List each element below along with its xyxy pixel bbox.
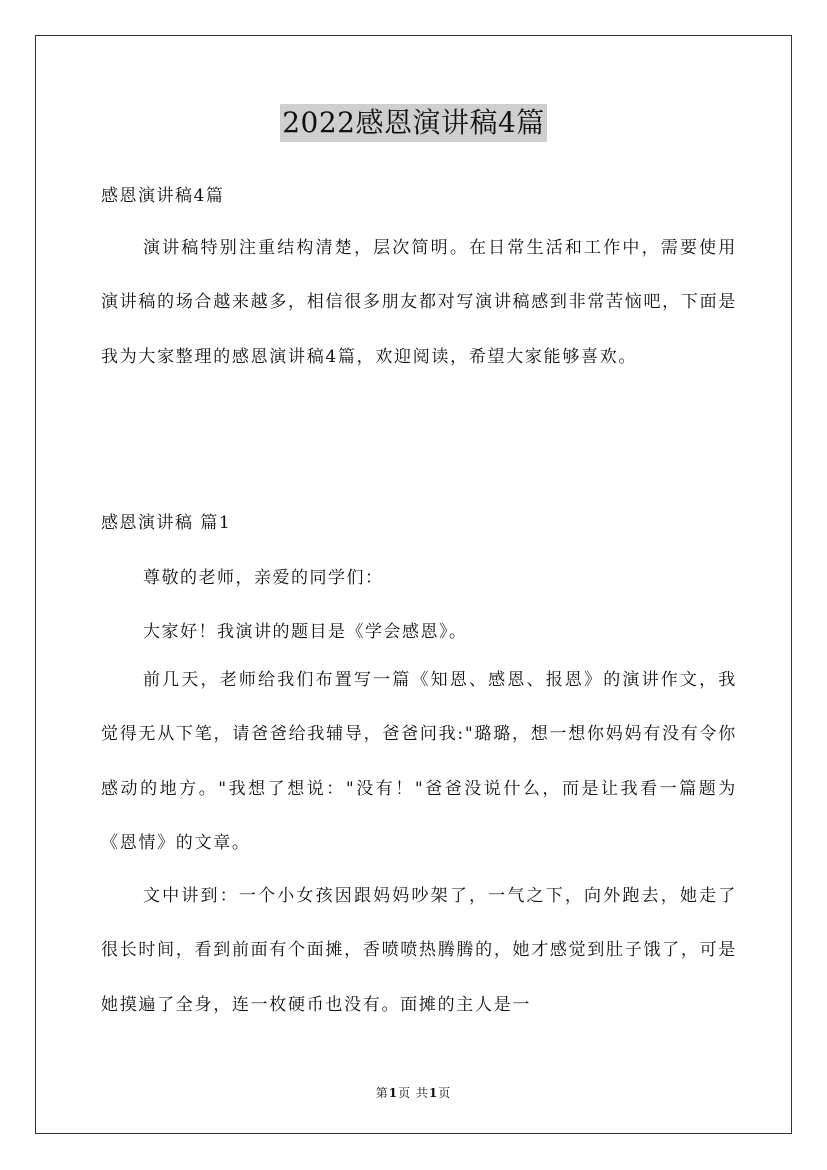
intro-paragraph: 演讲稿特别注重结构清楚，层次简明。在日常生活和工作中，需要使用演讲稿的场合越来越多，相信很多朋友都对写演讲稿感到非常苦恼吧，下面是我为大家整理的感恩演讲稿4篇，欢迎阅读，希望大家能够喜欢。: [101, 238, 737, 367]
footer-suffix: 页: [438, 1086, 452, 1100]
title-container: [0, 104, 827, 142]
greeting: 大家好！我演讲的题目是《学会感恩》。: [143, 622, 468, 642]
footer-prefix: 第: [375, 1086, 389, 1100]
paragraph-2: 文中讲到：一个小女孩因跟妈妈吵架了，一气之下，向外跑去，她走了很长时间，看到前面有个面摊，香喷喷热腾腾的，她才感觉到肚子饿了，可是她摸遍了全身，连一枚硬币也没有。面摊的主人是一: [101, 886, 737, 1015]
document-title: 2022感恩演讲稿4篇: [280, 104, 547, 142]
footer-mid: 页 共: [398, 1086, 429, 1100]
page-footer: [0, 1084, 827, 1101]
footer-page-number: 1: [388, 1086, 399, 1100]
document-subtitle: 感恩演讲稿4篇: [101, 186, 225, 206]
paragraph-1: 前几天，老师给我们布置写一篇《知恩、感恩、报恩》的演讲作文，我觉得无从下笔，请爸爸给我辅导，爸爸问我:"璐璐，想一想你妈妈有没有令你感动的地方。"我想了想说："没有！"爸爸没说什么，而是让我看一篇题为《恩情》的文章。: [101, 670, 737, 854]
section-heading: 感恩演讲稿 篇1: [101, 513, 232, 533]
salutation: 尊敬的老师，亲爱的同学们：: [143, 568, 384, 588]
footer-page-total: 1: [428, 1086, 439, 1100]
